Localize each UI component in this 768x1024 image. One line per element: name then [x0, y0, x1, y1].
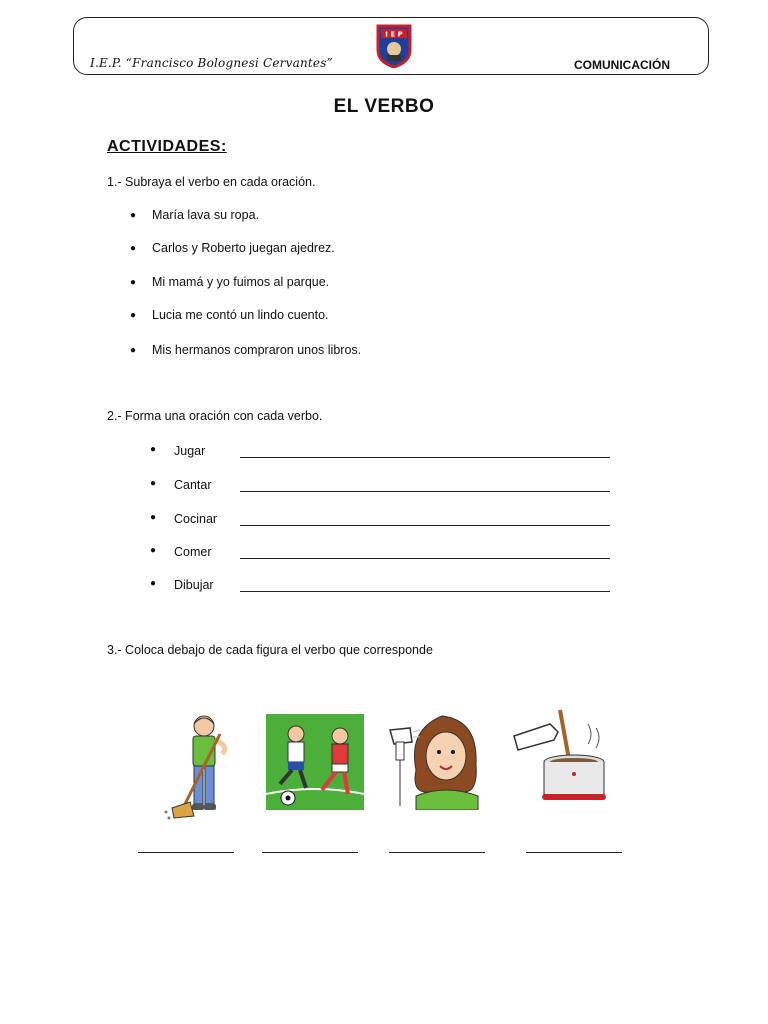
answer-line[interactable]: [240, 579, 610, 592]
svg-text:I E P: I E P: [385, 30, 403, 39]
verb-item: [150, 442, 610, 458]
verb-label: Comer: [174, 545, 212, 559]
answer-line[interactable]: [240, 479, 610, 492]
answer-line[interactable]: [526, 852, 622, 853]
sentence-item: [130, 308, 329, 324]
subject-label: COMUNICACIÓN: [574, 58, 670, 72]
school-name: I.E.P. “Francisco Bolognesi Cervantes”: [90, 56, 333, 70]
bullet-icon: ●: [150, 444, 157, 455]
bullet-icon: ●: [130, 243, 137, 254]
bullet-icon: ●: [150, 578, 157, 589]
bullet-icon: ●: [130, 345, 137, 356]
exercise1-instruction: 1.- Subraya el verbo en cada oración.: [107, 175, 316, 189]
sentence-item: [130, 241, 335, 257]
sentence-item: [130, 208, 259, 224]
answer-line[interactable]: [389, 852, 485, 853]
answer-line[interactable]: [240, 513, 610, 526]
sentence-text: Carlos y Roberto juegan ajedrez.: [152, 241, 335, 255]
sentence-text: María lava su ropa.: [152, 208, 259, 222]
verb-label: Cocinar: [174, 512, 218, 526]
sentence-item: [130, 343, 361, 359]
activities-heading: ACTIVIDADES:: [107, 138, 227, 155]
verb-label: Cantar: [174, 478, 212, 492]
verb-label: Dibujar: [174, 578, 214, 592]
school-crest-logo: [376, 24, 412, 68]
verb-item: [150, 543, 610, 559]
bullet-icon: ●: [150, 478, 157, 489]
answer-line[interactable]: [138, 852, 234, 853]
answer-line[interactable]: [262, 852, 358, 853]
verb-item: [150, 476, 610, 492]
sentence-text: Mis hermanos compraron unos libros.: [152, 343, 362, 357]
page-title: EL VERBO: [333, 96, 435, 117]
exercise2-instruction: 2.- Forma una oración con cada verbo.: [107, 409, 323, 423]
bullet-icon: ●: [150, 512, 157, 523]
bullet-icon: ●: [130, 310, 137, 321]
sweeping-picture: [160, 712, 240, 820]
exercise3-instruction: 3.- Coloca debajo de cada figura el verbo que corresponde: [107, 643, 433, 657]
sentence-text: Mi mamá y yo fuimos al parque.: [152, 275, 330, 289]
verb-label: Jugar: [174, 444, 206, 458]
answer-line[interactable]: [240, 445, 610, 458]
verb-item: [150, 510, 610, 526]
verb-item: [150, 576, 610, 592]
bullet-icon: ●: [150, 545, 157, 556]
header-box: [73, 17, 709, 75]
bullet-icon: ●: [130, 277, 137, 288]
cooking-picture: [510, 706, 610, 806]
drying-hair-picture: [386, 710, 486, 810]
answer-line[interactable]: [240, 546, 610, 559]
bullet-icon: ●: [130, 210, 137, 221]
sentence-item: [130, 275, 329, 291]
playing-soccer-picture: [266, 714, 364, 810]
sentence-text: Lucia me contó un lindo cuento.: [152, 308, 329, 322]
